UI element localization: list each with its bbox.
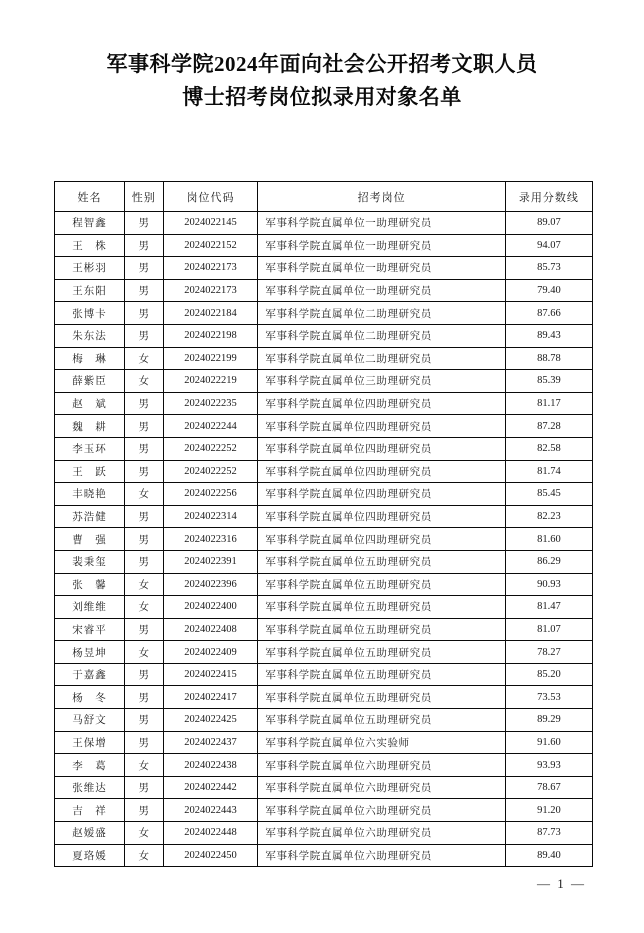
gender-cell: 男 [124, 505, 163, 528]
header-gender: 性别 [124, 182, 163, 212]
name-cell: 梅 琳 [55, 347, 125, 370]
gender-cell: 女 [124, 483, 163, 506]
table-row [55, 234, 593, 257]
score-cell: 87.28 [505, 415, 592, 438]
position-code-cell: 2024022448 [163, 822, 258, 845]
position-title-cell: 军事科学院直属单位五助理研究员 [258, 663, 505, 686]
score-cell: 82.58 [505, 437, 592, 460]
gender-cell: 女 [124, 822, 163, 845]
position-title-cell: 军事科学院直属单位四助理研究员 [258, 483, 505, 506]
position-code-cell: 2024022425 [163, 709, 258, 732]
table-row [55, 347, 593, 370]
table-row [55, 370, 593, 393]
position-code-cell: 2024022437 [163, 731, 258, 754]
name-cell: 马舒文 [55, 709, 125, 732]
position-code-cell: 2024022396 [163, 573, 258, 596]
table-row [55, 528, 593, 551]
table-row [55, 437, 593, 460]
name-cell: 苏浩健 [55, 505, 125, 528]
name-cell: 李 葛 [55, 754, 125, 777]
table-row [55, 776, 593, 799]
name-cell: 赵嫒盛 [55, 822, 125, 845]
table-row [55, 505, 593, 528]
position-code-cell: 2024022391 [163, 550, 258, 573]
score-cell: 94.07 [505, 234, 592, 257]
score-cell: 81.60 [505, 528, 592, 551]
gender-cell: 女 [124, 370, 163, 393]
gender-cell: 男 [124, 528, 163, 551]
gender-cell: 男 [124, 257, 163, 280]
score-cell: 78.67 [505, 776, 592, 799]
name-cell: 王保增 [55, 731, 125, 754]
header-position-code: 岗位代码 [163, 182, 258, 212]
position-code-cell: 2024022173 [163, 257, 258, 280]
position-code-cell: 2024022450 [163, 844, 258, 867]
position-title-cell: 军事科学院直属单位五助理研究员 [258, 641, 505, 664]
position-title-cell: 军事科学院直属单位六助理研究员 [258, 776, 505, 799]
position-code-cell: 2024022252 [163, 437, 258, 460]
position-title-cell: 军事科学院直属单位四助理研究员 [258, 528, 505, 551]
gender-cell: 女 [124, 641, 163, 664]
position-title-cell: 军事科学院直属单位四助理研究员 [258, 437, 505, 460]
position-title-cell: 军事科学院直属单位二助理研究员 [258, 324, 505, 347]
name-cell: 赵 斌 [55, 392, 125, 415]
position-title-cell: 军事科学院直属单位六助理研究员 [258, 799, 505, 822]
position-code-cell: 2024022316 [163, 528, 258, 551]
table-header-row [55, 182, 593, 212]
position-code-cell: 2024022415 [163, 663, 258, 686]
table-row [55, 731, 593, 754]
score-cell: 79.40 [505, 279, 592, 302]
score-cell: 85.73 [505, 257, 592, 280]
gender-cell: 男 [124, 437, 163, 460]
gender-cell: 女 [124, 347, 163, 370]
name-cell: 杨昱坤 [55, 641, 125, 664]
gender-cell: 男 [124, 731, 163, 754]
table-row [55, 212, 593, 235]
name-cell: 王彬羽 [55, 257, 125, 280]
table-row [55, 663, 593, 686]
table-row [55, 324, 593, 347]
position-title-cell: 军事科学院直属单位三助理研究员 [258, 370, 505, 393]
position-title-cell: 军事科学院直属单位六助理研究员 [258, 754, 505, 777]
score-cell: 73.53 [505, 686, 592, 709]
gender-cell: 男 [124, 799, 163, 822]
name-cell: 张维达 [55, 776, 125, 799]
position-code-cell: 2024022152 [163, 234, 258, 257]
table-row [55, 460, 593, 483]
score-cell: 82.23 [505, 505, 592, 528]
table-row [55, 279, 593, 302]
position-title-cell: 军事科学院直属单位一助理研究员 [258, 212, 505, 235]
header-position-title: 招考岗位 [258, 182, 505, 212]
candidate-roster-table [54, 181, 593, 867]
position-title-cell: 军事科学院直属单位四助理研究员 [258, 392, 505, 415]
position-title-cell: 军事科学院直属单位一助理研究员 [258, 257, 505, 280]
score-cell: 89.07 [505, 212, 592, 235]
position-title-cell: 军事科学院直属单位六助理研究员 [258, 822, 505, 845]
name-cell: 吉 祥 [55, 799, 125, 822]
name-cell: 魏 耕 [55, 415, 125, 438]
gender-cell: 男 [124, 234, 163, 257]
page-number: — 1 — [537, 876, 586, 891]
table-row [55, 573, 593, 596]
score-cell: 93.93 [505, 754, 592, 777]
score-cell: 85.39 [505, 370, 592, 393]
score-cell: 87.73 [505, 822, 592, 845]
position-code-cell: 2024022199 [163, 347, 258, 370]
name-cell: 王 株 [55, 234, 125, 257]
table-row [55, 302, 593, 325]
name-cell: 薛紫臣 [55, 370, 125, 393]
position-title-cell: 军事科学院直属单位五助理研究员 [258, 686, 505, 709]
position-code-cell: 2024022244 [163, 415, 258, 438]
header-score-line: 录用分数线 [505, 182, 592, 212]
position-title-cell: 军事科学院直属单位六助理研究员 [258, 844, 505, 867]
position-code-cell: 2024022408 [163, 618, 258, 641]
name-cell: 朱东法 [55, 324, 125, 347]
position-code-cell: 2024022409 [163, 641, 258, 664]
table-row [55, 415, 593, 438]
position-code-cell: 2024022400 [163, 596, 258, 619]
score-cell: 87.66 [505, 302, 592, 325]
name-cell: 宋睿平 [55, 618, 125, 641]
gender-cell: 男 [124, 686, 163, 709]
gender-cell: 男 [124, 618, 163, 641]
position-title-cell: 军事科学院直属单位五助理研究员 [258, 709, 505, 732]
gender-cell: 女 [124, 754, 163, 777]
page-title [40, 48, 604, 113]
position-code-cell: 2024022442 [163, 776, 258, 799]
name-cell: 裴秉玺 [55, 550, 125, 573]
name-cell: 李玉环 [55, 437, 125, 460]
name-cell: 王东阳 [55, 279, 125, 302]
position-code-cell: 2024022198 [163, 324, 258, 347]
position-title-cell: 军事科学院直属单位五助理研究员 [258, 618, 505, 641]
gender-cell: 男 [124, 663, 163, 686]
score-cell: 91.60 [505, 731, 592, 754]
position-title-cell: 军事科学院直属单位二助理研究员 [258, 347, 505, 370]
score-cell: 90.93 [505, 573, 592, 596]
position-title-cell: 军事科学院直属单位一助理研究员 [258, 234, 505, 257]
position-title-cell: 军事科学院直属单位四助理研究员 [258, 505, 505, 528]
page-title-line1: 军事科学院2024年面向社会公开招考文职人员 [106, 52, 538, 76]
name-cell: 杨 冬 [55, 686, 125, 709]
gender-cell: 男 [124, 550, 163, 573]
score-cell: 89.29 [505, 709, 592, 732]
gender-cell: 男 [124, 302, 163, 325]
name-cell: 程智鑫 [55, 212, 125, 235]
table-row [55, 822, 593, 845]
gender-cell: 男 [124, 324, 163, 347]
score-cell: 89.40 [505, 844, 592, 867]
table-row [55, 596, 593, 619]
score-cell: 78.27 [505, 641, 592, 664]
position-title-cell: 军事科学院直属单位四助理研究员 [258, 460, 505, 483]
position-title-cell: 军事科学院直属单位二助理研究员 [258, 302, 505, 325]
table-row [55, 844, 593, 867]
name-cell: 张 馨 [55, 573, 125, 596]
position-code-cell: 2024022219 [163, 370, 258, 393]
name-cell: 于嘉鑫 [55, 663, 125, 686]
score-cell: 81.07 [505, 618, 592, 641]
position-code-cell: 2024022256 [163, 483, 258, 506]
table-row [55, 483, 593, 506]
name-cell: 刘维维 [55, 596, 125, 619]
score-cell: 81.74 [505, 460, 592, 483]
table-row [55, 709, 593, 732]
name-cell: 丰晓艳 [55, 483, 125, 506]
position-title-cell: 军事科学院直属单位六实验师 [258, 731, 505, 754]
gender-cell: 男 [124, 392, 163, 415]
gender-cell: 男 [124, 776, 163, 799]
position-title-cell: 军事科学院直属单位四助理研究员 [258, 415, 505, 438]
position-code-cell: 2024022314 [163, 505, 258, 528]
position-code-cell: 2024022145 [163, 212, 258, 235]
position-code-cell: 2024022438 [163, 754, 258, 777]
table-row [55, 799, 593, 822]
position-code-cell: 2024022235 [163, 392, 258, 415]
table-row [55, 550, 593, 573]
score-cell: 88.78 [505, 347, 592, 370]
page-title-line2: 博士招考岗位拟录用对象名单 [182, 84, 462, 109]
score-cell: 89.43 [505, 324, 592, 347]
name-cell: 曹 强 [55, 528, 125, 551]
score-cell: 85.20 [505, 663, 592, 686]
score-cell: 85.45 [505, 483, 592, 506]
name-cell: 夏珞媛 [55, 844, 125, 867]
position-code-cell: 2024022443 [163, 799, 258, 822]
gender-cell: 女 [124, 596, 163, 619]
header-name: 姓名 [55, 182, 125, 212]
gender-cell: 女 [124, 844, 163, 867]
gender-cell: 男 [124, 415, 163, 438]
score-cell: 81.47 [505, 596, 592, 619]
position-code-cell: 2024022173 [163, 279, 258, 302]
position-title-cell: 军事科学院直属单位五助理研究员 [258, 573, 505, 596]
table-row [55, 641, 593, 664]
score-cell: 86.29 [505, 550, 592, 573]
position-code-cell: 2024022184 [163, 302, 258, 325]
position-title-cell: 军事科学院直属单位五助理研究员 [258, 550, 505, 573]
position-title-cell: 军事科学院直属单位五助理研究员 [258, 596, 505, 619]
table-body [55, 212, 593, 867]
name-cell: 张博卡 [55, 302, 125, 325]
gender-cell: 男 [124, 709, 163, 732]
score-cell: 81.17 [505, 392, 592, 415]
name-cell: 王 跃 [55, 460, 125, 483]
table-row [55, 392, 593, 415]
gender-cell: 男 [124, 212, 163, 235]
position-code-cell: 2024022252 [163, 460, 258, 483]
gender-cell: 男 [124, 279, 163, 302]
position-title-cell: 军事科学院直属单位一助理研究员 [258, 279, 505, 302]
table-row [55, 257, 593, 280]
gender-cell: 女 [124, 573, 163, 596]
table-row [55, 686, 593, 709]
table-row [55, 618, 593, 641]
position-code-cell: 2024022417 [163, 686, 258, 709]
gender-cell: 男 [124, 460, 163, 483]
table-row [55, 754, 593, 777]
score-cell: 91.20 [505, 799, 592, 822]
